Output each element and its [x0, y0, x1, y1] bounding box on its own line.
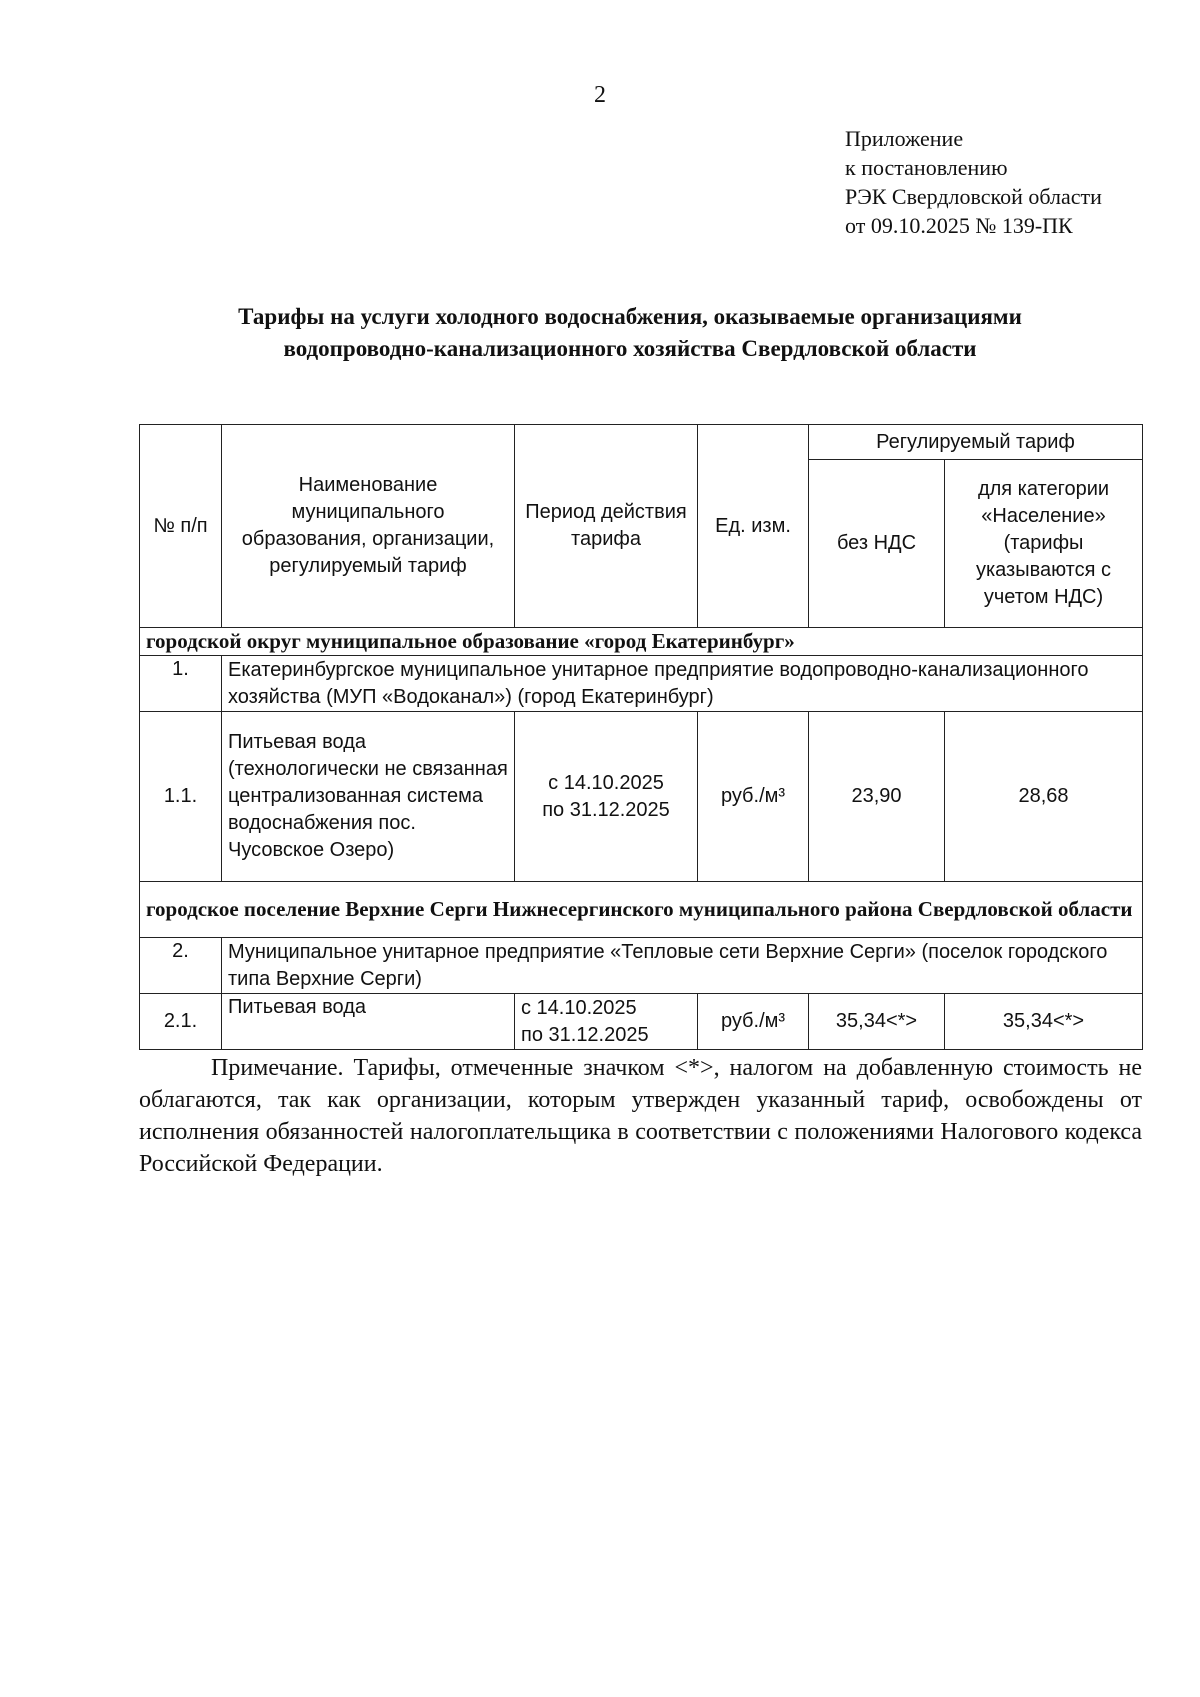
tariff-row [140, 994, 1143, 1050]
header-unit: Ед. изм. [698, 425, 809, 628]
group-title: городской округ муниципальное образование «город Екатеринбург» [140, 628, 1143, 656]
title-line: Тарифы на услуги холодного водоснабжения, оказываемые организациями [238, 304, 1022, 329]
group-title: городское поселение Верхние Серги Нижнесергинского муниципального района Свердловской области [140, 882, 1143, 938]
period-to: по 31.12.2025 [542, 798, 670, 821]
period-to: по 31.12.2025 [521, 1023, 649, 1046]
org-name: Муниципальное унитарное предприятие «Тепловые сети Верхние Серги» (поселок городского типа Верхние Серги) [222, 938, 1143, 994]
period-from: с 14.10.2025 [521, 996, 637, 1019]
row-period [515, 994, 698, 1050]
org-number: 1. [140, 656, 222, 712]
header-period: Период действия тарифа [515, 425, 698, 628]
row-name: Питьевая вода [222, 994, 515, 1050]
row-unit: руб./м³ [698, 994, 809, 1050]
title-line: водопроводно-канализационного хозяйства Свердловской области [283, 336, 977, 361]
row-population: 35,34<*> [945, 994, 1143, 1050]
page-number: 2 [594, 82, 606, 108]
tariffs-table [139, 424, 1143, 1050]
org-row [140, 938, 1143, 994]
org-row [140, 656, 1143, 712]
row-population: 28,68 [945, 712, 1143, 882]
appendix-line: РЭК Свердловской области [845, 184, 1102, 209]
group-row [140, 628, 1143, 656]
tariff-row [140, 712, 1143, 882]
appendix-line: от 09.10.2025 № 139-ПК [845, 213, 1073, 238]
appendix-line: к постановлению [845, 155, 1008, 180]
group-row [140, 882, 1143, 938]
document-title [140, 301, 1120, 365]
note-block [139, 1052, 1142, 1180]
header-row [140, 425, 1143, 460]
row-no-vat: 35,34<*> [809, 994, 945, 1050]
row-period [515, 712, 698, 882]
header-no-vat: без НДС [809, 460, 945, 628]
appendix-line: Приложение [845, 126, 964, 151]
org-name: Екатеринбургское муниципальное унитарное предприятие водопроводно-канализационного хозяйства (МУП «Водоканал») (город Екатеринбург) [222, 656, 1143, 712]
row-number: 1.1. [140, 712, 222, 882]
header-regulated: Регулируемый тариф [809, 425, 1143, 460]
row-name: Питьевая вода (технологически не связанная централизованная система водоснабжения пос. Чусовское Озеро) [222, 712, 515, 882]
org-number: 2. [140, 938, 222, 994]
header-name: Наименование муниципального образования, организации, регулируемый тариф [222, 425, 515, 628]
row-number: 2.1. [140, 994, 222, 1050]
note-text: Примечание. Тарифы, отмеченные значком <*>, налогом на добавленную стоимость не облагаются, так как организации, которым утвержден указанный тариф, освобождены от исполнения обязанностей налогоплательщика в соответствии с положениями Налогового кодекса Российской Федерации. [139, 1055, 1142, 1177]
row-no-vat: 23,90 [809, 712, 945, 882]
header-number: № п/п [140, 425, 222, 628]
header-population: для категории «Население» (тарифы указываются с учетом НДС) [945, 460, 1143, 628]
appendix-block [845, 124, 1102, 240]
period-from: с 14.10.2025 [548, 771, 664, 794]
row-unit: руб./м³ [698, 712, 809, 882]
